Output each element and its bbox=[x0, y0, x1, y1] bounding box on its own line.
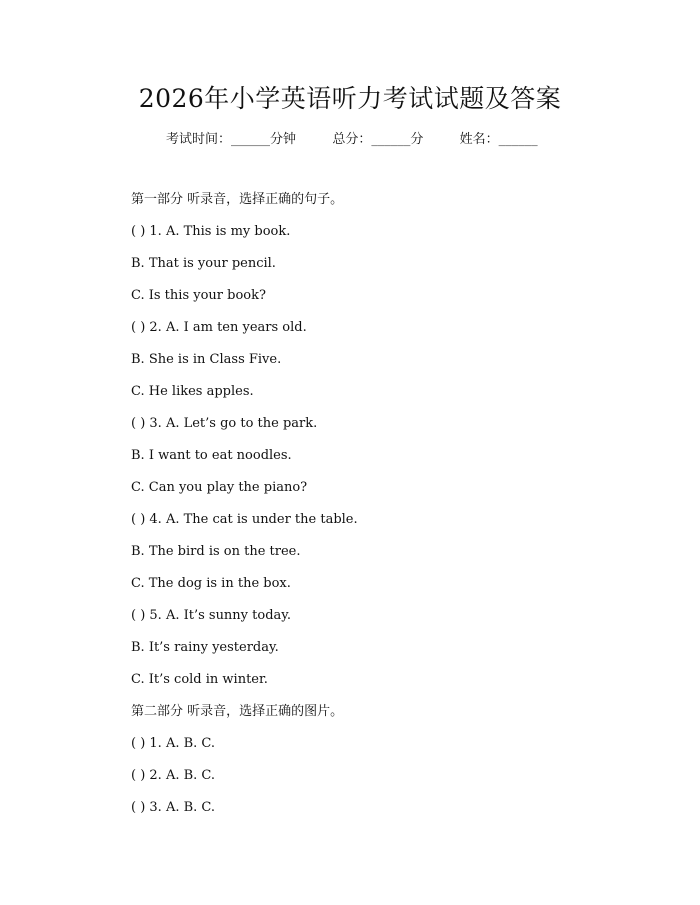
section-heading-part1: 第一部分 听录音，选择正确的句子。 bbox=[131, 192, 344, 207]
section-heading-part2: 第二部分 听录音，选择正确的图片。 bbox=[131, 704, 344, 719]
question-line: ( ) 4. A. The cat is under the table. bbox=[131, 512, 358, 527]
exam-time-label: 考试时间： bbox=[166, 132, 232, 147]
question-line: ( ) 3. A. B. C. bbox=[131, 800, 216, 815]
total-score-unit: 分 bbox=[410, 132, 424, 147]
option-line: B. That is your pencil. bbox=[131, 256, 276, 271]
name-blank: ______ bbox=[498, 132, 538, 147]
total-score-label: 总分： bbox=[332, 132, 372, 147]
document-title: 2026年小学英语听力考试试题及答案 bbox=[138, 84, 562, 113]
question-line: ( ) 5. A. It’s sunny today. bbox=[131, 608, 292, 623]
question-line: ( ) 1. A. This is my book. bbox=[131, 224, 291, 239]
question-line: ( ) 2. A. B. C. bbox=[131, 768, 216, 783]
exam-time-unit: 分钟 bbox=[270, 132, 297, 147]
option-line: B. She is in Class Five. bbox=[131, 352, 282, 367]
option-line: B. The bird is on the tree. bbox=[131, 544, 301, 559]
option-line: B. It’s rainy yesterday. bbox=[131, 640, 279, 655]
option-line: C. He likes apples. bbox=[131, 384, 254, 399]
total-score-blank: ______ bbox=[371, 132, 411, 147]
option-line: C. The dog is in the box. bbox=[131, 576, 291, 591]
question-content bbox=[131, 190, 651, 830]
name-label: 姓名： bbox=[459, 132, 499, 147]
option-line: C. Can you play the piano? bbox=[131, 480, 308, 495]
option-line: C. Is this your book? bbox=[131, 288, 266, 303]
question-line: ( ) 3. A. Let’s go to the park. bbox=[131, 416, 318, 431]
option-line: B. I want to eat noodles. bbox=[131, 448, 292, 463]
option-line: C. It’s cold in winter. bbox=[131, 672, 268, 687]
question-line: ( ) 1. A. B. C. bbox=[131, 736, 216, 751]
question-line: ( ) 2. A. I am ten years old. bbox=[131, 320, 307, 335]
exam-info-line bbox=[166, 130, 538, 150]
exam-time-blank: ______ bbox=[231, 132, 271, 147]
